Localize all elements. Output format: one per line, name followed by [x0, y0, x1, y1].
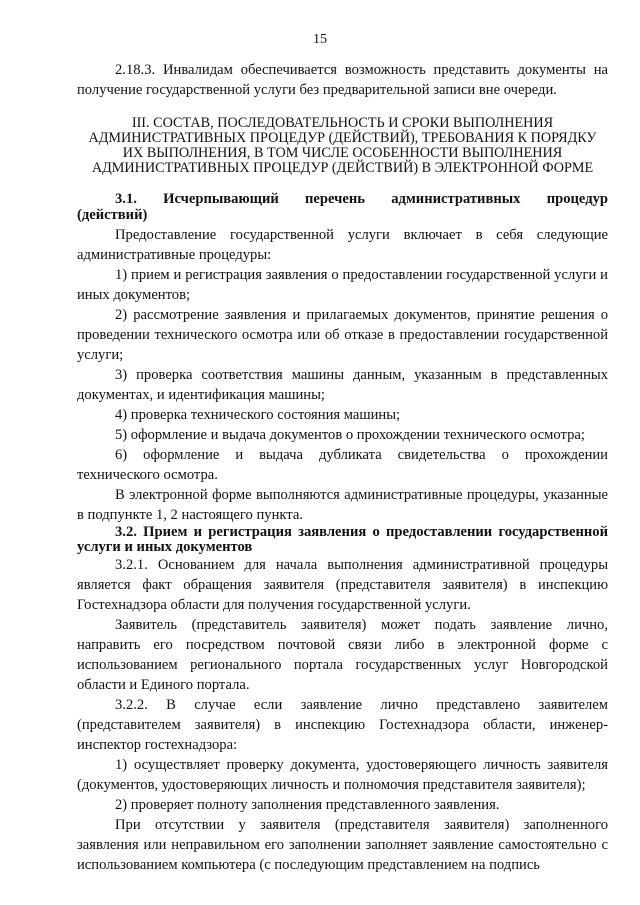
electronic-form-paragraph: В электронной форме выполняются административные процедуры, указанные в подпункте 1, 2 настоящего пункта. [77, 487, 608, 523]
list-item-5: 5) оформление и выдача документов о прохождении технического осмотра; [115, 427, 585, 443]
list-item-1: 1) прием и регистрация заявления о предоставлении государственной услуги и иных документов; [77, 267, 608, 303]
list-item-4: 4) проверка технического состояния машины; [115, 407, 401, 423]
list-item-2: 2) рассмотрение заявления и прилагаемых документов, принятие решения о проведении технического осмотра или об отказе в предоставлении государственной услуги; [77, 307, 608, 363]
intro-paragraph: Предоставление государственной услуги включает в себя следующие административные процедуры: [77, 227, 608, 263]
list-item-6: 6) оформление и выдача дубликата свидетельства о прохождении технического осмотра. [77, 447, 608, 483]
subsection-3-1-title-tail: (действий) [77, 207, 148, 223]
check-item-2: 2) проверяет полноту заполнения представленного заявления. [115, 797, 500, 813]
sec31-word: процедур [546, 191, 608, 207]
list-item-3: 3) проверка соответствия машины данным, указанным в представленных документах, и идентификация машины; [77, 367, 608, 403]
paragraph-3-2-2: 3.2.2. В случае если заявление лично представлено заявителем (представителем заявителя) в инспекцию Гостехнадзора области, инженер-инспектор гостехнадзора: [77, 697, 608, 753]
absence-paragraph: При отсутствии у заявителя (представителя заявителя) заполненного заявления или неправильном его заполнении заполняет заявление самостоятельно с использованием компьютера (с последующим представлением на подпись [77, 817, 608, 873]
sec31-word: перечень [305, 191, 365, 207]
paragraph-2-18-3: 2.18.3. Инвалидам обеспечивается возможность представить документы на получение государственной услуги без предварительной записи вне очереди. [77, 62, 608, 98]
sec31-word: Исчерпывающий [163, 191, 279, 207]
page-number: 15 [313, 32, 327, 47]
document-body [77, 60, 608, 875]
sec31-word: 3.1. [115, 191, 137, 207]
section-heading: III. СОСТАВ, ПОСЛЕДОВАТЕЛЬНОСТЬ И СРОКИ ВЫПОЛНЕНИЯ АДМИНИСТРАТИВНЫХ ПРОЦЕДУР (ДЕЙСТВИЙ), ТРЕБОВАНИЯ К ПОРЯДКУ ИХ ВЫПОЛНЕНИЯ, В ТОМ ЧИСЛЕ ОСОБЕННОСТИ ВЫПОЛНЕНИЯ АДМИНИСТРАТИВНЫХ ПРОЦЕДУР (ДЕЙСТВИЙ) В ЭЛЕКТРОННОЙ ФОРМЕ [88, 115, 597, 176]
applicant-paragraph: Заявитель (представитель заявителя) может подать заявление лично, направить его посредством почтовой связи либо в электронной форме с использованием регионального портала государственных услуг Новгородской области и Единого портала. [77, 617, 608, 693]
check-item-1: 1) осуществляет проверку документа, удостоверяющего личность заявителя (документов, удостоверяющих личность и полномочия представителя заявителя); [77, 757, 608, 793]
sec31-word: административных [391, 191, 521, 207]
subsection-3-2-title: 3.2. Прием и регистрация заявления о предоставлении государственной услуги и иных документов [77, 524, 608, 555]
subsection-3-1-title [77, 191, 608, 207]
paragraph-3-2-1: 3.2.1. Основанием для начала выполнения административной процедуры является факт обращения заявителя (представителя заявителя) в инспекцию Гостехнадзора области для получения государственной услуги. [77, 557, 608, 613]
